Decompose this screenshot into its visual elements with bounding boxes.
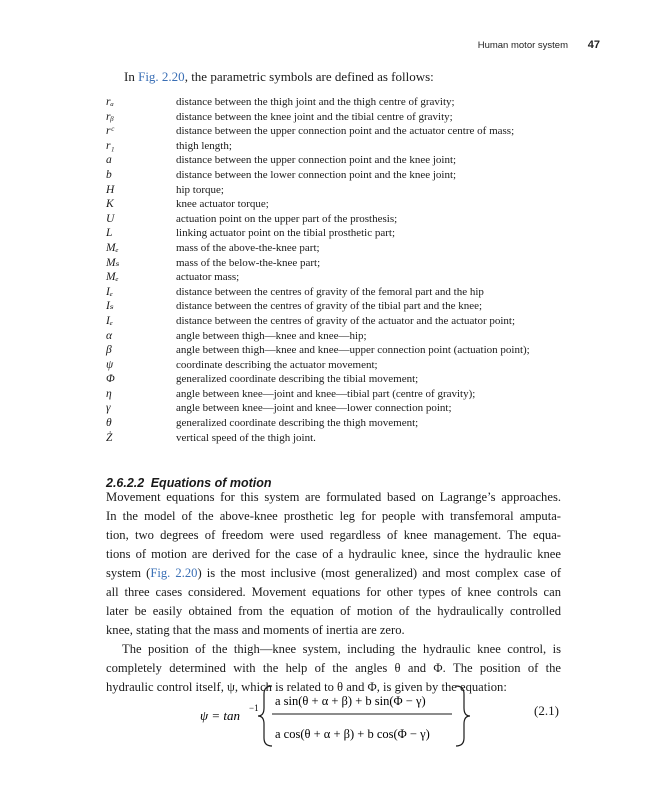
symbol: β — [106, 344, 112, 357]
text-line: tions of motion are derived for the case of a hydraulic knee, since the hydraulic knee — [106, 547, 561, 561]
intro-prefix: In — [124, 69, 139, 84]
symbol-definition: angle between knee—joint and knee—lower connection point; — [176, 402, 452, 415]
symbol-row — [106, 256, 576, 271]
symbol: L — [106, 227, 113, 240]
text-line: later be easily obtained from the equation of motion of the hydraulically controlled — [106, 604, 561, 618]
symbol-definition: angle between thigh—knee and knee—upper connection point (actuation point); — [176, 344, 530, 357]
symbol: rᵦ — [106, 110, 114, 123]
figure-link[interactable]: Fig. 2.20 — [138, 69, 185, 84]
symbol: Mₛ — [106, 256, 120, 269]
symbol-definition: actuation point on the upper part of the prosthesis; — [176, 212, 398, 225]
symbol-definition: linking actuator point on the tibial prosthetic part; — [176, 227, 396, 240]
symbol-definition: distance between the thigh joint and the thigh centre of gravity; — [176, 96, 455, 108]
text-line: knee, stating that the mass and moments of inertia are zero. — [106, 623, 405, 637]
symbol-row — [106, 183, 576, 198]
symbol: b — [106, 168, 112, 181]
symbol-definition: vertical speed of the thigh joint. — [176, 431, 316, 444]
symbol-definition: angle between thigh—knee and knee—hip; — [176, 329, 367, 342]
symbol-row — [106, 343, 576, 358]
symbol-definition: knee actuator torque; — [176, 198, 269, 211]
section-title: Equations of motion — [150, 476, 272, 490]
symbol-list — [106, 95, 576, 445]
symbol-row — [106, 401, 576, 416]
text-line: hydraulic control itself, ψ, which is related to θ and Φ, is given by the equation: — [106, 680, 507, 694]
symbol-row — [106, 226, 576, 241]
text-line: The position of the thigh—knee system, including the hydraulic knee control, is — [122, 642, 561, 656]
equation-number: (2.1) — [534, 703, 559, 718]
symbol-row — [106, 358, 576, 373]
equation-numerator: a sin(θ + α + β) + b sin(Φ − γ) — [275, 694, 426, 708]
symbol-definition: mass of the above-the-knee part; — [176, 241, 320, 254]
text-line — [106, 564, 561, 583]
symbol-row — [106, 212, 576, 227]
equation-denominator: a cos(θ + α + β) + b cos(Φ − γ) — [275, 727, 430, 741]
symbol-definition: coordinate describing the actuator movement; — [176, 358, 378, 371]
symbol-definition: actuator mass; — [176, 271, 240, 284]
equation-2-1 — [200, 680, 560, 750]
intro-suffix: , the parametric symbols are defined as follows: — [184, 69, 434, 84]
symbol: Φ — [106, 373, 115, 386]
symbol: rₐ — [106, 96, 114, 108]
text-line: all three cases considered. Movement equations for other types of knee controls can — [106, 585, 561, 599]
symbol-row — [106, 416, 576, 431]
symbol-row — [106, 168, 576, 183]
symbol-row — [106, 299, 576, 314]
symbol-row — [106, 387, 576, 402]
symbol: γ — [106, 402, 111, 415]
symbol: K — [106, 198, 114, 211]
symbol-definition: generalized coordinate describing the thigh movement; — [176, 417, 419, 430]
figure-link[interactable]: Fig. 2.20 — [150, 566, 198, 580]
right-brace — [456, 686, 470, 746]
page-number: 47 — [587, 39, 600, 51]
symbol-definition: distance between the upper connection point and the knee joint; — [176, 154, 457, 167]
equation-exponent: −1 — [249, 703, 259, 713]
symbol: Mₑ — [106, 271, 119, 284]
symbol-row — [106, 314, 576, 329]
left-brace — [258, 686, 272, 746]
symbol: r₁ — [106, 139, 115, 152]
symbol: ψ — [106, 358, 114, 371]
text-line: completely determined with the help of the angles θ and Φ. The position of the — [106, 661, 561, 675]
symbol: θ — [106, 417, 112, 430]
symbol-definition: distance between the centres of gravity of the actuator and the actuator point; — [176, 314, 516, 327]
symbol-row — [106, 153, 576, 168]
symbol-definition: distance between the centres of gravity of the femoral part and the hip — [176, 285, 484, 298]
symbol-row — [106, 110, 576, 125]
symbol-definition: distance between the centres of gravity of the tibial part and the knee; — [176, 300, 483, 313]
symbol-definition: distance between the upper connection point and the actuator centre of mass; — [176, 125, 515, 138]
symbol: Iₑ — [106, 285, 113, 298]
symbol-row — [106, 372, 576, 387]
symbol-definition: distance between the lower connection point and the knee joint; — [176, 168, 457, 181]
symbol-row — [106, 139, 576, 154]
running-title: Human motor system — [477, 40, 568, 51]
symbol-row — [106, 124, 576, 139]
symbol: Mₑ — [106, 241, 119, 254]
symbol-row — [106, 197, 576, 212]
symbol: η — [106, 387, 112, 400]
symbol-row — [106, 431, 576, 446]
symbol: Iₑ — [106, 314, 113, 327]
symbol-row — [106, 241, 576, 256]
section-number: 2.6.2.2 — [106, 476, 145, 490]
symbol-definition: hip torque; — [176, 183, 224, 196]
symbol-definition: mass of the below-the-knee part; — [176, 256, 321, 269]
intro-sentence — [124, 69, 434, 85]
text-fragment: ) is the most inclusive (most generalized) and most complex case of — [197, 566, 562, 580]
symbol-definition: angle between knee—joint and knee—tibial part (centre of gravity); — [176, 387, 476, 400]
symbol: U — [106, 212, 115, 225]
text-fragment: system ( — [106, 566, 151, 580]
symbol: Ż — [106, 431, 113, 444]
symbol-row — [106, 329, 576, 344]
symbol: H — [106, 183, 115, 196]
symbol-definition: thigh length; — [176, 139, 232, 152]
symbol: a — [106, 154, 112, 167]
symbol: rᶜ — [106, 125, 114, 138]
text-line: tion, two degrees of freedom were used regardless of knee management. The equa- — [106, 528, 561, 542]
page-header — [0, 40, 648, 54]
symbol: Iₛ — [106, 300, 114, 313]
text-line: Movement equations for this system are formulated based on Lagrange’s approaches. — [106, 490, 561, 504]
symbol-row — [106, 95, 576, 110]
paragraph-1 — [106, 488, 561, 640]
symbol-definition: generalized coordinate describing the tibial movement; — [176, 373, 419, 386]
symbol-row — [106, 285, 576, 300]
text-line: In the model of the above-knee prosthetic leg for people with transfemoral amputa- — [106, 509, 561, 523]
symbol: α — [106, 329, 113, 342]
symbol-row — [106, 270, 576, 285]
equation-lhs: ψ = tan — [200, 708, 240, 723]
symbol-definition: distance between the knee joint and the tibial centre of gravity; — [176, 110, 453, 123]
